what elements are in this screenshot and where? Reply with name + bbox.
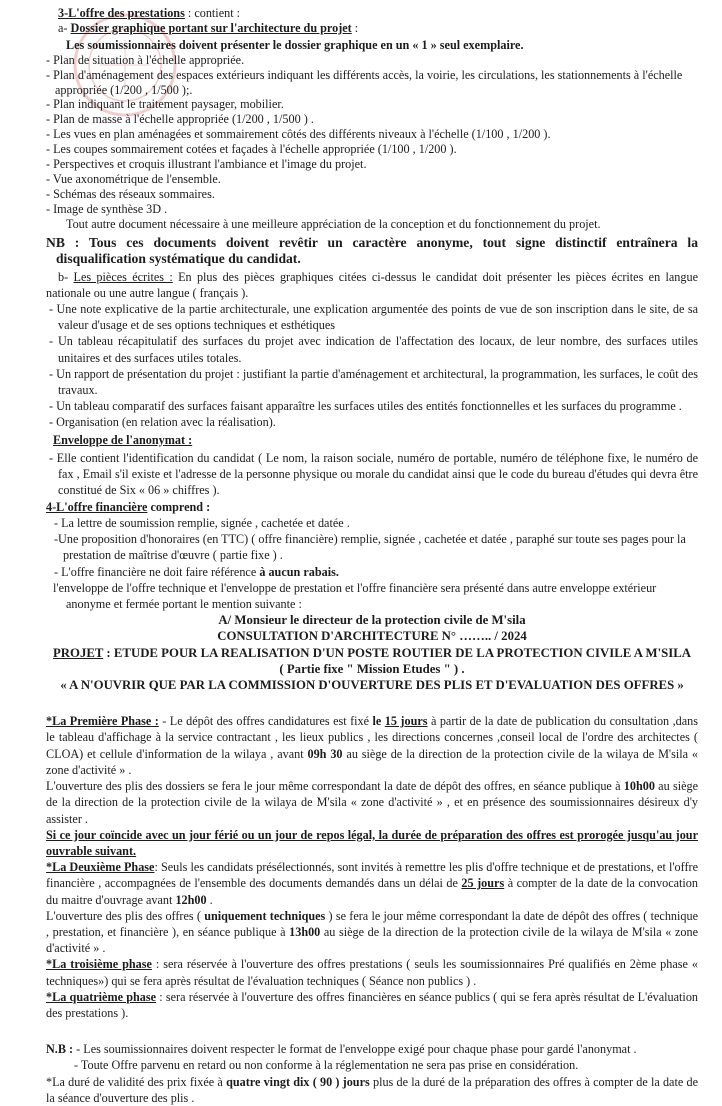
- text-segment: à compter de la date de la convocation du maitre d'ouvrage avant: [46, 876, 698, 907]
- text-segment: 4-L'offre financière: [46, 500, 148, 515]
- text-segment: - Vue axonométrique de l'ensemble.: [46, 171, 221, 186]
- text-segment: - Elle contient l'identification du candidat ( Le nom, la raison sociale, numéro de portable, numéro de téléphone fixe, le numéro de fax , Email s'il existe et l'adresse de la personne physique ou morale du candidat ainsi que le code du bureau d'études qui devra être constitué de Six « 06 » chiffres ).: [49, 450, 698, 497]
- phase-2: [46, 859, 698, 908]
- list-item: [46, 68, 698, 98]
- text-segment: - Schémas des réseaux sommaires.: [46, 186, 215, 201]
- final-nb-late-offers: [46, 1057, 698, 1073]
- text-segment: - Plan d'aménagement des espaces extérieurs indiquant les différents accès, la voirie, les circulations, les stationnements à l'échelle appropriée (1/200 , 1/500 );.: [46, 67, 683, 97]
- text-segment: Enveloppe de l'anonymat :: [53, 432, 193, 447]
- text-segment: - Un rapport de présentation du projet : justifiant la partie d'aménagement et architectural, la programmation, les surfaces, le coût des travaux.: [49, 366, 698, 398]
- text-segment: - Perspectives et croquis illustrant l'ambiance et l'image du projet.: [46, 157, 367, 172]
- envelope-mention: [46, 612, 698, 693]
- final-nb: [46, 1041, 698, 1057]
- text-segment: 12h00: [175, 892, 207, 907]
- text-segment: à partir de la date de publication du consultation ,dans le tableau d'affichage à la service contractant , les lieux publics , les directions concernes ,conseil local de l'ordre des architectes ( CLOA) et cellule d'information de la wilaya , avant: [46, 714, 698, 761]
- text-segment: ) se fera le jour même correspondant la date de dépôt des offres ( technique , prestation, et financière ), en séance publique à: [46, 908, 698, 939]
- text-segment: 13h00: [289, 924, 321, 939]
- list-item: [46, 112, 698, 127]
- text-segment: au siège de la direction de la protection civile de la wilaya de M'sila « zone d'activité » .: [46, 746, 699, 777]
- text-segment: le: [372, 714, 385, 729]
- text-segment: : sera réservée à l'ouverture des offres prestations ( seuls les soumissionnaires Pré qualifiés en 2ème phase « techniques») qui se fera après résultat de l'évaluation techniques ( Séance non publics ) .: [46, 957, 698, 988]
- text-segment: :: [351, 20, 359, 35]
- text-segment: - La lettre de soumission remplie, signée , cachetée et datée .: [54, 516, 350, 531]
- text-segment: .: [206, 892, 213, 907]
- text-segment: - Les soumissionnaires doivent respecter le format de l'enveloppe exigé pour chaque phase pour gardé l'anonymat .: [73, 1042, 637, 1057]
- text-segment: : sera réservée à l'ouverture des offres financières en séance publics ( qui se fera après résultat de L'évaluation des prestations ).: [46, 989, 699, 1020]
- holiday-note: [46, 827, 698, 859]
- document-body: [46, 6, 698, 1106]
- text-segment: : ETUDE POUR LA REALISATION D'UN POSTE ROUTIER DE LA PROTECTION CIVILE A M'SILA: [103, 645, 692, 660]
- text-segment: l'enveloppe de l'offre technique et l'enveloppe de prestation et l'offre financière sera présenté dans autre enveloppe extérieur anonyme et fermée portant le mention suivante :: [53, 580, 657, 612]
- text-segment: - Plan de situation à l'échelle appropriée.: [46, 52, 245, 67]
- section-4-title: [46, 500, 698, 515]
- text-segment: 09h 30: [307, 746, 343, 761]
- list-item: [46, 202, 698, 217]
- text-segment: PROJET: [52, 645, 104, 660]
- text-segment: *La Deuxième Phase: [46, 860, 155, 875]
- text-segment: *La Première Phase :: [46, 714, 159, 729]
- text-segment: CONSULTATION D'ARCHITECTURE N° …….. / 2024: [217, 629, 527, 644]
- text-segment: b-: [58, 269, 74, 284]
- text-segment: 15 jours: [384, 714, 428, 729]
- anonymity-envelope-title: [46, 433, 698, 448]
- phase-4: [46, 989, 698, 1021]
- text-segment: 3-L'offre des prestations: [58, 6, 185, 20]
- anonymity-envelope-content: [49, 450, 698, 499]
- text-segment: comprend :: [147, 500, 211, 515]
- text-segment: au siège de la direction de la protection civile de la wilaya de M'sila « zone d'activité » .: [46, 924, 698, 956]
- text-segment: uniquement techniques: [204, 908, 326, 923]
- list-item: [54, 515, 698, 531]
- text-segment: A/ Monsieur le directeur de la protection civile de M'sila: [218, 613, 526, 628]
- text-segment: Tout autre document nécessaire à une meilleure appréciation de la conception et du fonctionnement du projet.: [66, 216, 601, 231]
- list-item: [46, 127, 698, 142]
- text-segment: - Un tableau récapitulatif des surfaces du projet avec indication de l'affectation des locaux, de leur nombre, des surfaces utiles unitaires et des surfaces utiles totales.: [49, 334, 698, 365]
- text-segment: - Une note explicative de la partie architecturale, une explication argumentée des points de vue de son inscription dans le site, de sa valeur d'usage et de ses options techniques et esthétiques: [49, 302, 698, 333]
- text-segment: - Toute Offre parvenu en retard ou non conforme à la réglementation ne sera pas prise en considération.: [74, 1058, 579, 1073]
- text-segment: Les soumissionnaires doivent présenter le dossier graphique en un « 1 » seul exemplaire.: [66, 37, 524, 52]
- mention-line: [46, 628, 698, 644]
- mention-line: [46, 677, 698, 693]
- list-item: [46, 142, 698, 157]
- section-3a-heading: [46, 21, 698, 36]
- price-validity: [46, 1074, 698, 1106]
- list-item: [46, 172, 698, 187]
- text-segment: Les pièces écrites :: [73, 269, 173, 284]
- text-segment: L'ouverture des plis des dossiers se fera le jour même correspondant la date de dépôt des offres, en séance publique à: [46, 779, 624, 794]
- mention-line: [46, 612, 698, 628]
- text-segment: - Un tableau comparatif des surfaces faisant apparaître les surfaces utiles des entités fonctionnelles et les surfaces du programme .: [49, 399, 682, 414]
- list-item: [49, 301, 698, 333]
- list-item: [46, 53, 698, 68]
- text-segment: - Le dépôt des offres candidatures est fixé: [158, 714, 373, 729]
- phase-2-opening: [46, 908, 698, 957]
- text-segment: - Les vues en plan aménagées et sommairement côtés des différents niveaux à l'échelle (1/100 , 1/200 ).: [46, 127, 551, 142]
- mention-line: [46, 661, 698, 677]
- text-segment: plus de la duré de la préparation des offres à compter de la date de la séance d'ouverture des plis .: [46, 1074, 698, 1105]
- text-segment: Dossier graphique portant sur l'architecture du projet: [70, 20, 352, 35]
- other-documents-note: [46, 217, 698, 232]
- outer-envelope-note: [46, 580, 698, 612]
- text-segment: - Image de synthèse 3D .: [46, 201, 168, 216]
- list-item: [49, 398, 698, 414]
- list-item: [49, 333, 698, 365]
- text-segment: N.B :: [46, 1042, 74, 1057]
- phase-1: [46, 713, 698, 778]
- exemplaire-note: [46, 38, 698, 53]
- text-segment: au siège de la direction de la protection civile de la wilaya de M'sila « zone d'activité » , et en présence des soumissionnaires désireux d'y assister .: [46, 779, 698, 826]
- list-item: [54, 564, 698, 580]
- text-segment: - L'offre financière ne doit faire référence: [54, 564, 260, 579]
- text-segment: - Plan indiquant le traitement paysager, mobilier.: [46, 97, 284, 112]
- list-item: [46, 187, 698, 202]
- text-segment: - Plan de masse à l'échelle appropriée (1/200 , 1/500 ) .: [46, 112, 314, 127]
- text-segment: 25 jours: [461, 876, 505, 891]
- text-segment: a-: [58, 20, 71, 35]
- text-segment: *La duré de validité des prix fixée à: [46, 1074, 227, 1089]
- phase-3: [46, 956, 698, 988]
- text-segment: « A N'OUVRIR QUE PAR LA COMMISSION D'OUVERTURE DES PLIS ET D'EVALUATION DES OFFRES »: [60, 678, 684, 693]
- text-segment: quatre vingt dix ( 90 ) jours: [226, 1074, 370, 1089]
- text-segment: L'ouverture des plis des offres (: [46, 908, 205, 923]
- text-segment: Si ce jour coïncide avec un jour férié ou un jour de repos légal, la durée de préparation des offres est prorogée jusqu'au jour ouvrable suivant.: [46, 827, 698, 858]
- text-segment: *La quatrième phase: [46, 989, 157, 1004]
- list-item: [49, 366, 698, 398]
- text-segment: En plus des pièces graphiques citées ci-dessus le candidat doit présenter les pièces écrites en langue nationale ou une autre langue ( français ).: [46, 269, 698, 300]
- section-3b-written-pieces: [46, 269, 698, 301]
- section-3-title: [46, 6, 698, 21]
- list-item: [49, 414, 698, 430]
- text-segment: 10h00: [623, 779, 655, 794]
- list-item: [46, 157, 698, 172]
- text-segment: *La troisième phase: [46, 957, 152, 972]
- written-pieces-list: [46, 301, 698, 431]
- list-item: [46, 97, 698, 112]
- anonymity-warning: [46, 235, 698, 267]
- text-segment: - Organisation (en relation avec la réalisation).: [49, 415, 276, 430]
- phase-1-opening: [46, 778, 698, 827]
- text-segment: à aucun rabais.: [259, 564, 339, 579]
- mention-line: [46, 645, 698, 661]
- text-segment: : contient :: [184, 6, 241, 20]
- text-segment: -Une proposition d'honoraires (en TTC) ( offre financière) remplie, signée , cachetée et datée , paraphé sur toute ses pages pour la prestation de maîtrise d'œuvre ( partie fixe ) .: [54, 532, 686, 563]
- graphic-documents-list: [46, 53, 698, 217]
- text-segment: NB : Tous ces documents doivent revêtir un caractère anonyme, tout signe distinctif entraînera la disqualification systématique du candidat.: [46, 234, 698, 266]
- text-segment: : Seuls les candidats présélectionnés, sont invités à remettre les plis d'offre technique et de prestations, et l'offre financière , accompagnées de l'ensemble des documents demandés dans un délai de: [46, 860, 698, 891]
- list-item: [54, 531, 698, 563]
- text-segment: ( Partie fixe " Mission Etudes " ) .: [279, 661, 465, 676]
- financial-offer-list: [46, 515, 698, 580]
- text-segment: - Les coupes sommairement cotées et façades à l'échelle appropriée (1/100 , 1/200 ).: [46, 142, 457, 157]
